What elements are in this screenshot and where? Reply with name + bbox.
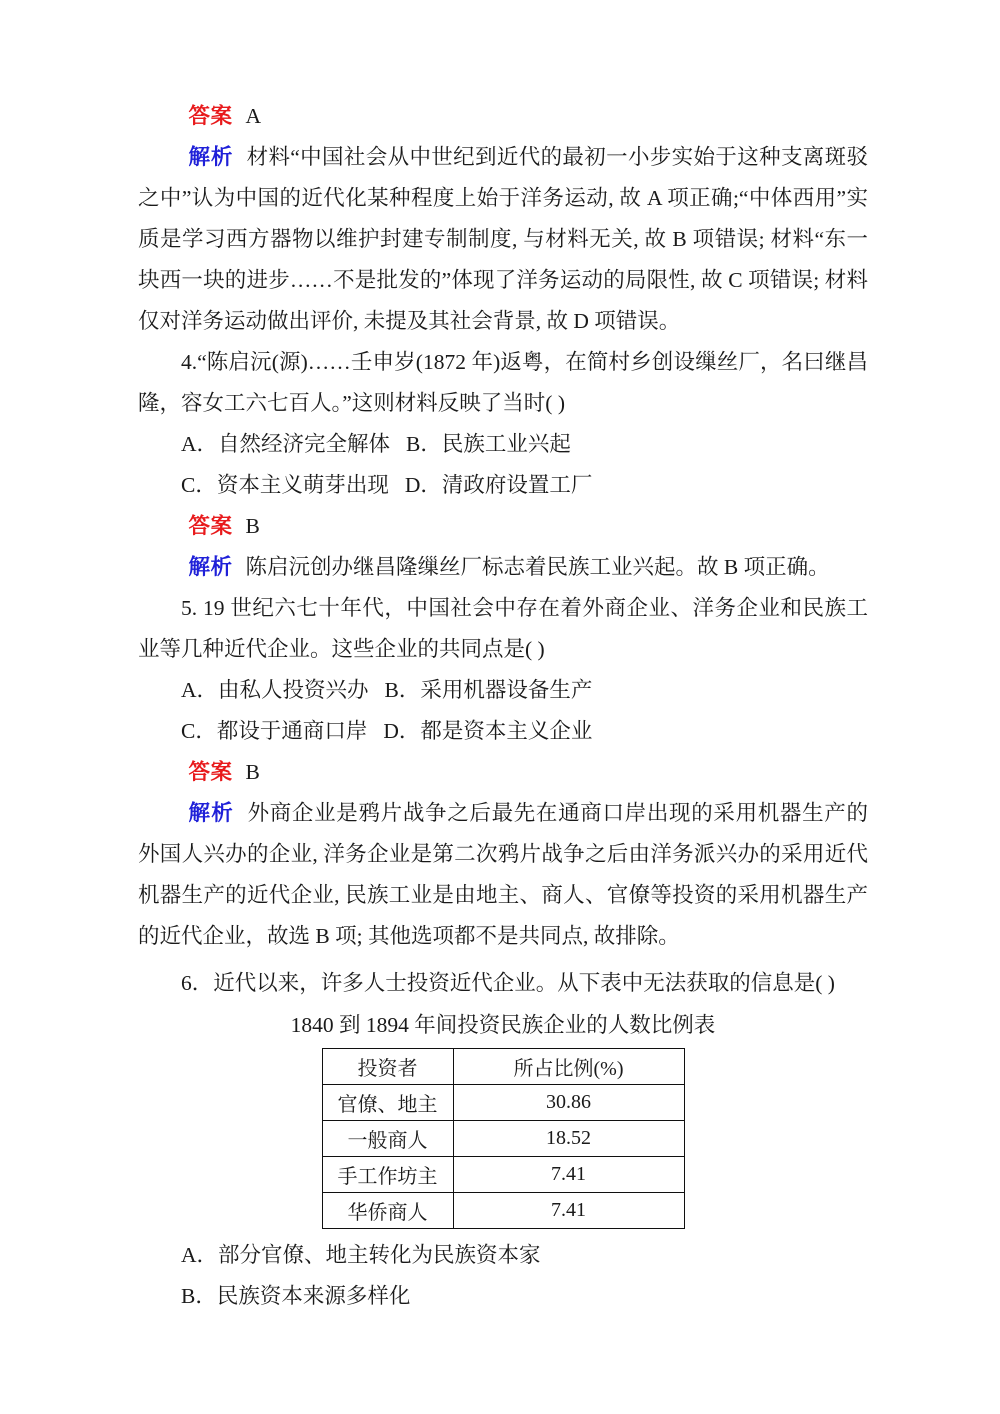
q4-analysis-text: 陈启沅创办继昌隆缫丝厂标志着民族工业兴起。故 B 项正确。 [245, 555, 830, 579]
page-content [138, 96, 868, 1317]
q5-stem: 5. 19 世纪六七十年代，中国社会中存在着外商企业、洋务企业和民族工业等几种近代企业。这些企业的共同点是( ) [138, 596, 868, 661]
q5-option-d[interactable]: D．都是资本主义企业 [383, 719, 593, 743]
q6-option-a-row [138, 1235, 868, 1276]
q6-stem: 6．近代以来，许多人士投资近代企业。从下表中无法获取的信息是( ) [181, 971, 835, 995]
table-cell-proportion: 30.86 [453, 1085, 684, 1121]
q5-answer-line [138, 752, 868, 793]
analysis-label: 解析 [188, 555, 233, 579]
q4-options-row-1 [138, 424, 868, 465]
table-cell-proportion: 7.41 [453, 1193, 684, 1229]
q6-option-b-row [138, 1276, 868, 1317]
table-row [322, 1085, 684, 1121]
q4-analysis-line [138, 547, 868, 588]
q5-option-b[interactable]: B．采用机器设备生产 [384, 678, 593, 702]
table-cell-investor: 一般商人 [322, 1121, 453, 1157]
table-cell-investor: 华侨商人 [322, 1193, 453, 1229]
answer-label: 答案 [188, 514, 233, 538]
investor-proportion-table [322, 1048, 685, 1229]
table-row [322, 1121, 684, 1157]
q6-table-wrapper [138, 1048, 868, 1229]
q6-table-caption: 1840 到 1894 年间投资民族企业的人数比例表 [290, 1013, 716, 1037]
table-header-row [322, 1049, 684, 1085]
q4-answer-line [138, 506, 868, 547]
q5-option-a[interactable]: A．由私人投资兴办 [181, 678, 369, 702]
q6-option-a[interactable]: A．部分官僚、地主转化为民族资本家 [181, 1243, 541, 1267]
table-cell-proportion: 18.52 [453, 1121, 684, 1157]
q5-options-row-1 [138, 670, 868, 711]
q5-options-row-2 [138, 711, 868, 752]
answer-label: 答案 [188, 760, 233, 784]
q5-analysis-line [138, 793, 868, 957]
q4-option-a[interactable]: A．自然经济完全解体 [181, 432, 391, 456]
analysis-label: 解析 [188, 801, 234, 825]
q3-answer-letter: A [245, 104, 262, 128]
q5-analysis-text: 外商企业是鸦片战争之后最先在通商口岸出现的采用机器生产的外国人兴办的企业, 洋务企业是第二次鸦片战争之后由洋务派兴办的采用近代机器生产的近代企业, 民族工业是由地主、商人、官僚等投资的采用机器生产的近代企业，故选 B 项; 其他选项都不是共同点, 故排除。 [138, 801, 868, 948]
answer-label: 答案 [188, 104, 233, 128]
q3-analysis-line [138, 137, 868, 342]
q4-options-row-2 [138, 465, 868, 506]
q4-option-c[interactable]: C．资本主义萌芽出现 [181, 473, 389, 497]
q5-option-c[interactable]: C．都设于通商口岸 [181, 719, 368, 743]
q3-analysis-text: 材料“中国社会从中世纪到近代的最初一小步实始于这种支离斑驳之中”认为中国的近代化某种程度上始于洋务运动, 故 A 项正确;“中体西用”实质是学习西方器物以维护封建专制制度, 与材料无关, 故 B 项错误; 材料“东一块西一块的进步……不是批发的”体现了洋务运动的局限性, 故 C 项错误; 材料仅对洋务运动做出评价, 未提及其社会背景, 故 D 项错误。 [138, 145, 868, 333]
q6-option-b[interactable]: B．民族资本来源多样化 [181, 1284, 411, 1308]
table-cell-proportion: 7.41 [453, 1157, 684, 1193]
table-header-proportion: 所占比例(%) [453, 1049, 684, 1085]
q4-option-d[interactable]: D．清政府设置工厂 [404, 473, 593, 497]
analysis-label: 解析 [188, 145, 234, 169]
q5-answer-letter: B [245, 760, 260, 784]
table-cell-investor: 官僚、地主 [322, 1085, 453, 1121]
table-row [322, 1157, 684, 1193]
table-cell-investor: 手工作坊主 [322, 1157, 453, 1193]
q3-answer-line [138, 96, 868, 137]
q4-answer-letter: B [245, 514, 260, 538]
table-row [322, 1193, 684, 1229]
q4-stem: 4.“陈启沅(源)……壬申岁(1872 年)返粤，在简村乡创设缫丝厂，名曰继昌隆，容女工六七百人。”这则材料反映了当时( ) [138, 350, 868, 415]
table-header-investor: 投资者 [322, 1049, 453, 1085]
q4-option-b[interactable]: B．民族工业兴起 [406, 432, 571, 456]
